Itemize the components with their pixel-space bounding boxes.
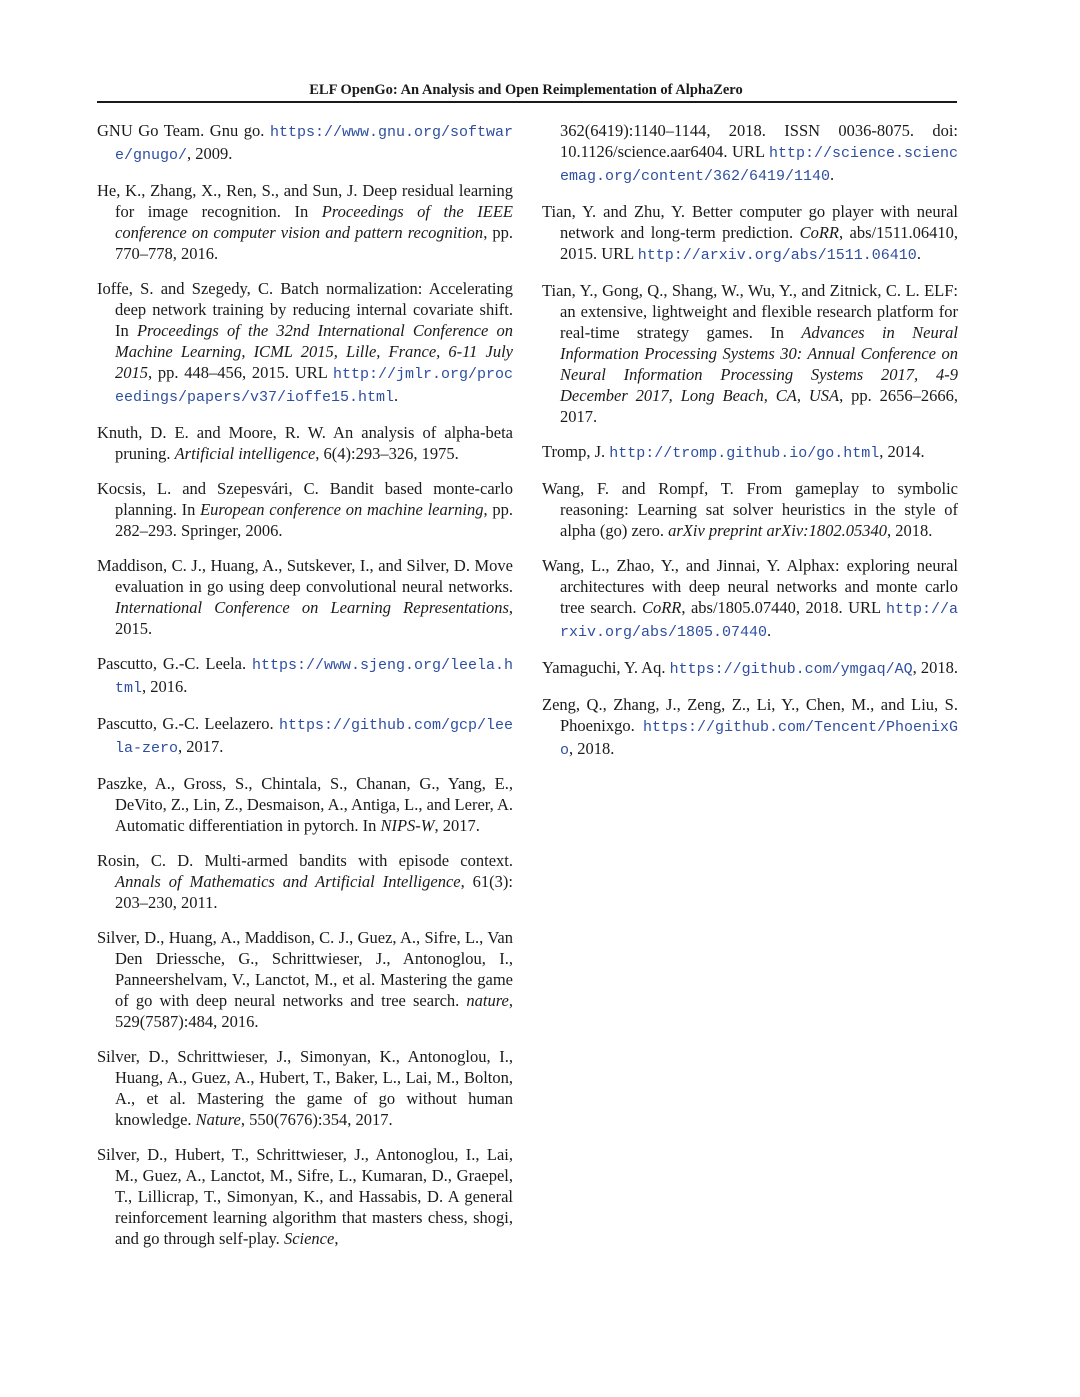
reference-silver-2018: Silver, D., Hubert, T., Schrittwieser, J., Antonoglou, I., Lai, M., Guez, A., Lanctot, M., Sifre, L., Kumaran, D., Graepel, T., Lillicrap, T., Simonyan, K., and Hassabis, D. A general reinforcement learning algorithm that masters chess, shogi, and go through self-play. Science, (97, 1145, 513, 1248)
reference-pascutto-leelazero: Pascutto, G.-C. Leelazero. https://github.com/gcp/leela-zero, 2017. (97, 714, 513, 757)
reference-yamaguchi: Yamaguchi, Y. Aq. https://github.com/ymgaq/AQ, 2018. (542, 658, 959, 678)
reference-rosin: Rosin, C. D. Multi-armed bandits with episode context. Annals of Mathematics and Artificial Intelligence, 61(3): 203–230, 2011. (97, 851, 513, 912)
reference-tromp: Tromp, J. http://tromp.github.io/go.html, 2014. (542, 442, 925, 462)
references-right-column (542, 120, 958, 775)
reference-link[interactable]: http://arxiv.org/abs/1511.06410 (637, 247, 917, 264)
reference-link[interactable]: http://jmlr.org/proceedings/papers/v37/ioffe15.html (115, 366, 513, 406)
reference-tian-zhu: Tian, Y. and Zhu, Y. Better computer go player with neural network and long-term prediction. CoRR, abs/1511.06410, 2015. URL http://arxiv.org/abs/1511.06410. (542, 202, 958, 264)
reference-silver-2018-continued: 362(6419):1140–1144, 2018. ISSN 0036-8075. doi: 10.1126/science.aar6404. URL http://science.sciencemag.org/content/362/6419/1140. (560, 121, 958, 185)
reference-link[interactable]: http://tromp.github.io/go.html (609, 445, 880, 462)
reference-link[interactable]: https://www.sjeng.org/leela.html (115, 657, 513, 697)
reference-gnugo: GNU Go Team. Gnu go. https://www.gnu.org/software/gnugo/, 2009. (97, 121, 513, 164)
reference-link[interactable]: https://www.gnu.org/software/gnugo/ (115, 124, 513, 164)
reference-link[interactable]: https://github.com/gcp/leela-zero (115, 717, 513, 757)
references-left-column (97, 120, 513, 1263)
reference-kocsis: Kocsis, L. and Szepesvári, C. Bandit based monte-carlo planning. In European conference on machine learning, pp. 282–293. Springer, 2006. (97, 479, 513, 540)
reference-wang-alphax: Wang, L., Zhao, Y., and Jinnai, Y. Alphax: exploring neural architectures with deep neural networks and monte carlo tree search. CoRR, abs/1805.07440, 2018. URL http://arxiv.org/abs/1805.07440. (542, 556, 958, 641)
reference-link[interactable]: https://github.com/Tencent/PhoenixGo (560, 719, 958, 759)
reference-link[interactable]: http://science.sciencemag.org/content/362/6419/1140 (560, 145, 958, 185)
reference-zeng: Zeng, Q., Zhang, J., Zeng, Z., Li, Y., Chen, M., and Liu, S. Phoenixgo. https://github.com/Tencent/PhoenixGo, 2018. (542, 695, 958, 759)
reference-silver-2016: Silver, D., Huang, A., Maddison, C. J., Guez, A., Sifre, L., Van Den Driessche, G., Schrittwieser, J., Antonoglou, I., Panneershelvam, V., Lanctot, M., et al. Mastering the game of go with deep neural networks and tree search. nature, 529(7587):484, 2016. (97, 928, 513, 1031)
running-header: ELF OpenGo: An Analysis and Open Reimplementation of AlphaZero (309, 82, 743, 98)
reference-link[interactable]: https://github.com/ymgaq/AQ (669, 661, 913, 678)
reference-tian-elf: Tian, Y., Gong, Q., Shang, W., Wu, Y., and Zitnick, C. L. ELF: an extensive, lightweight and flexible research platform for real-time strategy games. In Advances in Neural Information Processing Systems 30: Annual Conference on Neural Information Processing Systems 2017, 4-9 December 2017, Long Beach, CA, USA, pp. 2656–2666, 2017. (542, 281, 959, 426)
reference-ioffe-batchnorm: Ioffe, S. and Szegedy, C. Batch normalization: Accelerating deep network training by reducing internal covariate shift. In Proceedings of the 32nd International Conference on Machine Learning, ICML 2015, Lille, France, 6-11 July 2015, pp. 448–456, 2015. URL http://jmlr.org/proceedings/papers/v37/ioffe15.html. (97, 279, 514, 406)
reference-wang-rompf: Wang, F. and Rompf, T. From gameplay to symbolic reasoning: Learning sat solver heuristics in the style of alpha (go) zero. arXiv preprint arXiv:1802.05340, 2018. (542, 479, 958, 540)
header-rule (97, 101, 957, 103)
reference-pascutto-leela: Pascutto, G.-C. Leela. https://www.sjeng.org/leela.html, 2016. (97, 654, 513, 697)
reference-he-resnet: He, K., Zhang, X., Ren, S., and Sun, J. Deep residual learning for image recognition. In Proceedings of the IEEE conference on computer vision and pattern recognition, pp. 770–778, 2016. (97, 181, 513, 263)
reference-maddison: Maddison, C. J., Huang, A., Sutskever, I., and Silver, D. Move evaluation in go using deep convolutional neural networks. International Conference on Learning Representations, 2015. (97, 556, 513, 638)
reference-knuth: Knuth, D. E. and Moore, R. W. An analysis of alpha-beta pruning. Artificial intelligence, 6(4):293–326, 1975. (97, 423, 513, 463)
reference-silver-2017: Silver, D., Schrittwieser, J., Simonyan, K., Antonoglou, I., Huang, A., Guez, A., Hubert, T., Baker, L., Lai, M., Bolton, A., et al. Mastering the game of go without human knowledge. Nature, 550(7676):354, 2017. (97, 1047, 513, 1129)
reference-link[interactable]: http://arxiv.org/abs/1805.07440 (560, 601, 958, 641)
reference-paszke: Paszke, A., Gross, S., Chintala, S., Chanan, G., Yang, E., DeVito, Z., Lin, Z., Desmaison, A., Antiga, L., and Lerer, A. Automatic differentiation in pytorch. In NIPS-W, 2017. (97, 774, 513, 835)
